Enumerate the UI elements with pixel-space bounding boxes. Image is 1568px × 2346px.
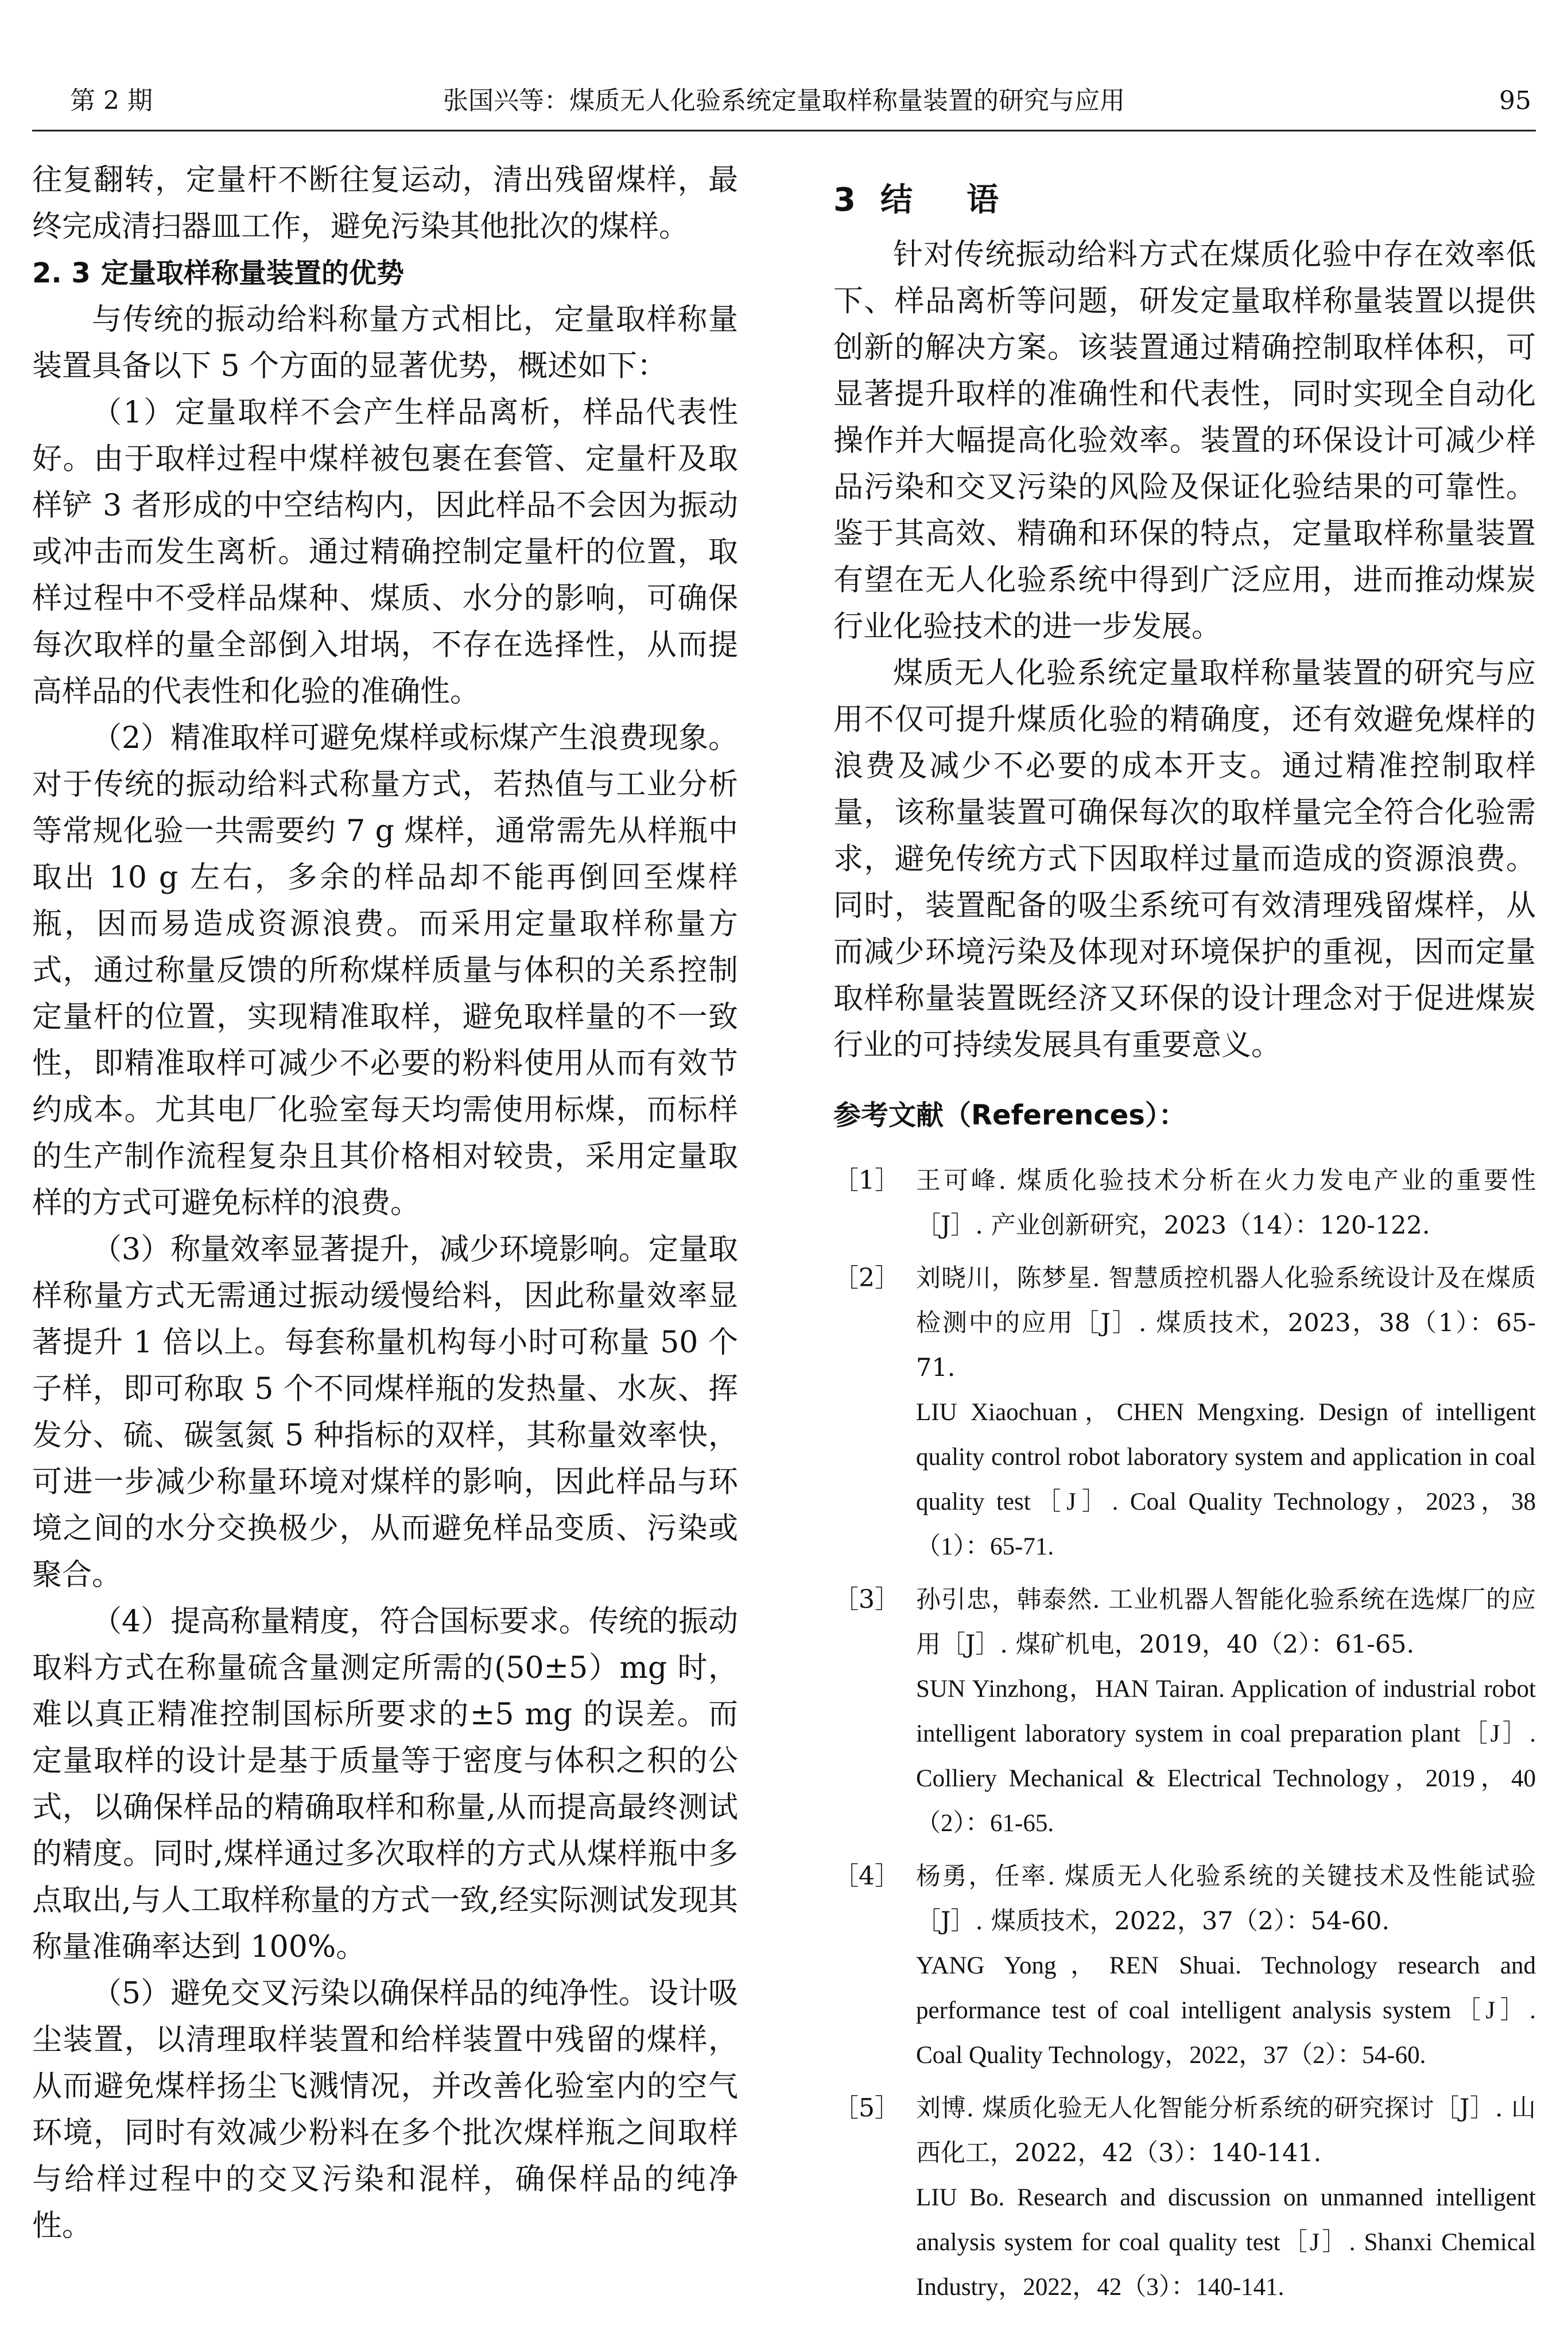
reference-item-5 xyxy=(833,2086,1536,2310)
reference-number: ［3］ xyxy=(833,1585,900,1614)
reference-item-3 xyxy=(833,1577,1536,1846)
section-title-part2: 语 xyxy=(967,181,1000,219)
reference-cn: 刘晓川，陈梦星. 智慧质控机器人化验系统设计及在煤质检测中的应用［J］. 煤质技术，2023，38（1）：65-71. xyxy=(916,1264,1536,1382)
reference-cn: 刘博. 煤质化验无人化智能分析系统的研究探讨［J］. 山西化工，2022，42（3）：140-141. xyxy=(916,2094,1536,2167)
section-title: 定量取样称量装置的优势 xyxy=(101,257,405,289)
advantage-paragraph-3: （3）称量效率显著提升，减少环境影响。定量取样称量方式无需通过振动缓慢给料，因此称量效率显著提升 1 倍以上。每套称量机构每小时可称量 50 个子样，即可称取 5 个不同煤样瓶的发热量、水灰、挥发分、硫、碳氢氮 5 种指标的双样，其称量效率快，可进一步减少称量环境对煤样的影响，因此样品与环境之间的水分交换极少，从而避免样品变质、污染或聚合。 xyxy=(32,1232,738,1592)
section-number: 3 xyxy=(833,181,857,219)
right-column xyxy=(833,157,1536,2318)
references-heading: 参考文献（References）： xyxy=(833,1099,1186,1131)
reference-en: LIU Xiaochuan，CHEN Mengxing. Design of intelligent quality control robot laboratory system and application in coal quality test［J］. Coal Quality Technology，2023，38（1）：65-71. xyxy=(916,1399,1536,1560)
advantage-paragraph-4: （4）提高称量精度，符合国标要求。传统的振动取料方式在称量硫含量测定所需的(50±5）mg 时，难以真正精准控制国标所要求的±5 mg 的误差。而定量取样的设计是基于质量等于密度与体积之积的公式，以确保样品的精确取样和称量,从而提高最终测试的精度。同时,煤样通过多次取样的方式从煤样瓶中多点取出,与人工取样称量的方式一致,经实际测试发现其称量准确率达到 100%。 xyxy=(32,1604,738,1964)
section-heading-2-3 xyxy=(32,250,738,297)
advantage-paragraph-2: （2）精准取样可避免煤样或标煤产生浪费现象。对于传统的振动给料式称量方式，若热值与工业分析等常规化验一共需要约 7 g 煤样，通常需先从样瓶中取出 10 g 左右，多余的样品却不能再倒回至煤样瓶，因而易造成资源浪费。而采用定量取样称量方式，通过称量反馈的所称煤样质量与体积的关系控制定量杆的位置，实现精准取样，避免取样量的不一致性，即精准取样可减少不必要的粉料使用从而有效节约成本。尤其电厂化验室每天均需使用标煤，而标样的生产制作流程复杂且其价格相对较贵，采用定量取样的方式可避免标样的浪费。 xyxy=(32,721,738,1220)
reference-number: ［2］ xyxy=(833,1263,900,1293)
advantage-paragraph-1: （1）定量取样不会产生样品离析，样品代表性好。由于取样过程中煤样被包裹在套管、定量杆及取样铲 3 者形成的中空结构内，因此样品不会因为振动或冲击而发生离析。通过精确控制定量杆的位置，取样过程中不受样品煤种、煤质、水分的影响，可确保每次取样的量全部倒入坩埚，不存在选择性，从而提高样品的代表性和化验的准确性。 xyxy=(32,395,738,709)
reference-number: ［4］ xyxy=(833,1862,900,1891)
reference-item-4 xyxy=(833,1854,1536,2078)
header-rule xyxy=(32,130,1536,131)
reference-en: YANG Yong，REN Shuai. Technology research and performance test of coal intelligent analysis system［J］. Coal Quality Technology，2022，37（2）：54-60. xyxy=(916,1952,1536,2069)
running-title: 张国兴等：煤质无人化验系统定量取样称量装置的研究与应用 xyxy=(443,86,1125,115)
issue-label: 第 2 期 xyxy=(70,86,153,115)
reference-cn: 王可峰. 煤质化验技术分析在火力发电产业的重要性［J］. 产业创新研究，2023（14）：120-122. xyxy=(916,1166,1536,1240)
section-number: 2. 3 xyxy=(32,257,91,289)
reference-cn: 杨勇，任率. 煤质无人化验系统的关键技术及性能试验［J］. 煤质技术，2022，37（2）：54-60. xyxy=(916,1862,1536,1936)
conclusion-paragraph-1: 针对传统振动给料方式在煤质化验中存在效率低下、样品离析等问题，研发定量取样称量装置以提供创新的解决方案。该装置通过精确控制取样体积，可显著提升取样的准确性和代表性，同时实现全自动化操作并大幅提高化验效率。装置的环保设计可减少样品污染和交叉污染的风险及保证化验结果的可靠性。鉴于其高效、精确和环保的特点，定量取样称量装置有望在无人化验系统中得到广泛应用，进而推动煤炭行业化验技术的进一步发展。 xyxy=(833,238,1536,644)
conclusion-paragraph-2: 煤质无人化验系统定量取样称量装置的研究与应用不仅可提升煤质化验的精确度，还有效避免煤样的浪费及减少不必要的成本开支。通过精准控制取样量，该称量装置可确保每次的取样量完全符合化验需求，避免传统方式下因取样过量而造成的资源浪费。同时，装置配备的吸尘系统可有效清理残留煤样，从而减少环境污染及体现对环境保护的重视，因而定量取样称量装置既经济又环保的设计理念对于促进煤炭行业的可持续发展具有重要意义。 xyxy=(833,656,1536,1063)
section-heading-3 xyxy=(833,175,1536,226)
reference-number: ［1］ xyxy=(833,1166,900,1195)
reference-item-1 xyxy=(833,1158,1536,1248)
advantage-paragraph-5: （5）避免交叉污染以确保样品的纯净性。设计吸尘装置，以清理取样装置和给样装置中残留的煤样，从而避免煤样扬尘飞溅情况，并改善化验室内的空气环境，同时有效减少粉料在多个批次煤样瓶之间取样与给样过程中的交叉污染和混样，确保样品的纯净性。 xyxy=(32,1976,738,2243)
continued-paragraph: 往复翻转，定量杆不断往复运动，清出残留煤样，最终完成清扫器皿工作，避免污染其他批次的煤样。 xyxy=(32,163,738,244)
left-column xyxy=(32,157,738,2250)
reference-en: SUN Yinzhong，HAN Tairan. Application of industrial robot intelligent laboratory system in coal preparation plant［J］. Colliery Mechanical & Electrical Technology，2019，40（2）：61-65. xyxy=(916,1676,1536,1837)
section-title-part1: 结 xyxy=(880,181,914,219)
reference-number: ［5］ xyxy=(833,2093,900,2123)
reference-item-2 xyxy=(833,1256,1536,1569)
reference-en: LIU Bo. Research and discussion on unmanned intelligent analysis system for coal quality test［J］. Shanxi Chemical Industry，2022，42（3）：140-141. xyxy=(916,2184,1536,2301)
reference-cn: 孙引忠，韩泰然. 工业机器人智能化验系统在选煤厂的应用［J］. 煤矿机电，2019，40（2）：61-65. xyxy=(916,1585,1536,1659)
lead-paragraph: 与传统的振动给料称量方式相比，定量取样称量装置具备以下 5 个方面的显著优势，概述如下： xyxy=(32,303,738,383)
page-number: 95 xyxy=(1499,86,1531,115)
